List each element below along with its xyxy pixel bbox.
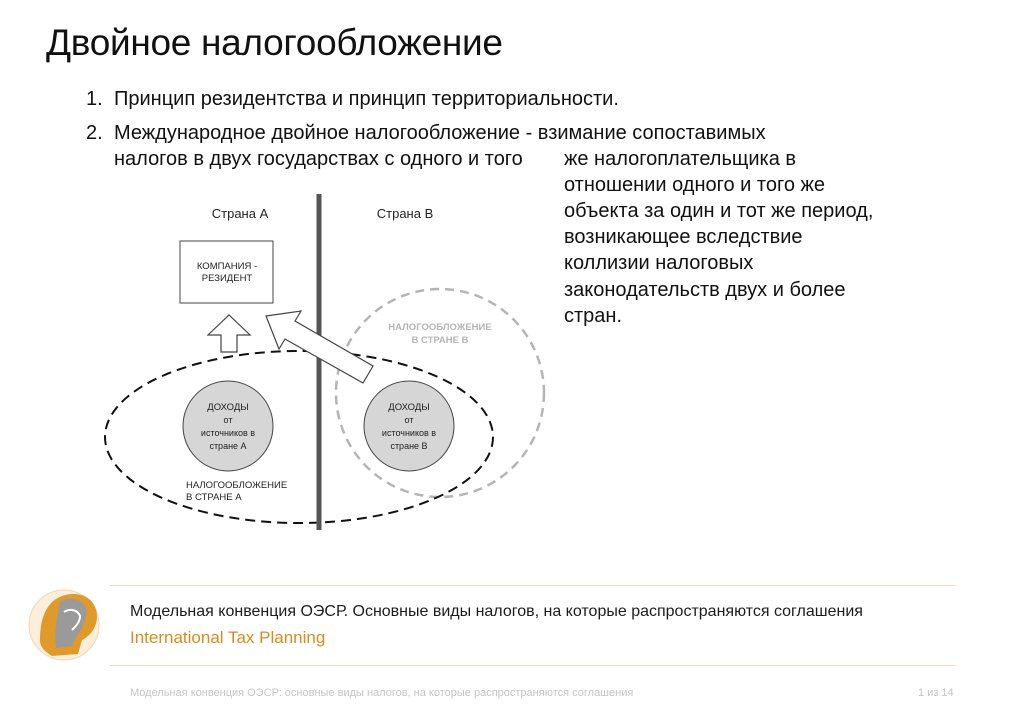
income-a-label-1: ДОХОДЫ [207,402,249,413]
company-label-1: КОМПАНИЯ - [196,261,258,272]
item-2-line-7: коллизии налоговых [564,252,754,274]
income-b-label-3: источников в [381,428,437,438]
logo-icon [29,590,99,660]
income-b-label-4: стране В [390,441,428,451]
taxation-b-label-2: В СТРАНЕ В [411,335,469,346]
income-a-label-4: стране А [209,441,247,451]
bottom-caption: Модельная конвенция ОЭСР: основные виды налогов, на которые распространяются соглашения [130,687,634,699]
taxation-a-label-2: В СТРАНЕ А [186,492,242,503]
item-2-line-8: законодательств двух и более [564,279,846,301]
item-2-line-2: налогов в двух государствах с одного и того [114,148,523,170]
item-2-line-5: объекта за один и тот же период, [564,200,874,222]
item-2-line-1: Международное двойное налогообложение - взимание сопоставимых [114,122,766,144]
item-2-line-4: отношении одного и того же [564,174,826,196]
income-b-label-1: ДОХОДЫ [388,402,430,413]
taxation-b-label-1: НАЛОГООБЛОЖЕНИЕ [388,322,492,333]
item-2-line-9: стран. [564,305,623,327]
footer-title: Модельная конвенция ОЭСР. Основные виды налогов, на которые распространяются соглашения [130,603,863,620]
company-resident-box [180,241,273,303]
income-a-label-2: от [223,415,233,425]
item-1-line-1: Принцип резидентства и принцип территориальности. [114,88,619,110]
footer-divider-bottom [110,665,956,666]
country-b-label: Страна В [376,206,434,221]
income-b-circle [364,381,454,471]
item-2-line-3: же налогоплательщика в [564,148,797,170]
taxation-a-label-1: НАЛОГООБЛОЖЕНИЕ [186,480,288,491]
arrow-income-a-to-company [208,315,250,352]
footer-subtitle: International Tax Planning [130,628,326,647]
income-a-circle [183,381,273,471]
income-b-label-2: от [404,415,414,425]
page-title: Двойное налогообложение [46,22,503,63]
country-a-label: Страна А [211,206,269,221]
footer-divider-top [110,585,956,586]
item-1-number: 1. [86,88,103,110]
item-2-number: 2. [86,122,103,144]
income-a-label-3: источников в [200,428,256,438]
item-2-line-6: возникающее вследствие [564,226,803,248]
company-label-2: РЕЗИДЕНТ [201,273,253,284]
page-indicator: 1 из 14 [918,687,954,699]
